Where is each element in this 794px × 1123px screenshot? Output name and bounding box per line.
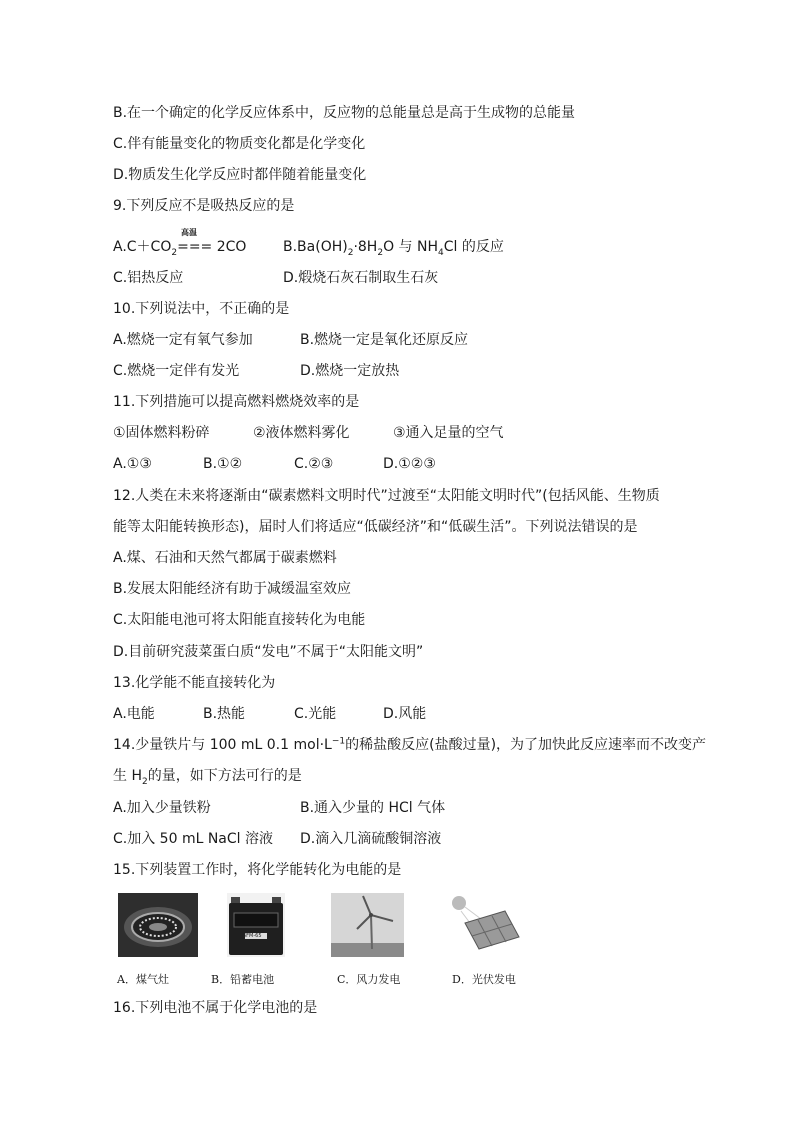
q9-options-row2 — [113, 269, 713, 287]
q12-option-d: D.目前研究菠菜蛋白质“发电”不属于“太阳能文明” — [113, 644, 424, 660]
q9-option-b: $B.Ba(OH)_2\cdot 8H_2O$ 与 $NH_4Cl$ 的反应 — [283, 239, 504, 258]
q14-option-d: D.滴入几滴硫酸铜溶液 — [300, 831, 442, 847]
q11-item-2: ②液体燃料雾化 — [253, 425, 350, 441]
q11-option-c: C.②③ — [294, 456, 334, 472]
q8-option-c: C.伴有能量变化的物质变化都是化学变化 — [113, 136, 366, 152]
q10-options-row1 — [113, 331, 713, 349]
q9-option-c: C.铝热反应 — [113, 270, 184, 286]
q11-option-d: D.①②③ — [383, 456, 436, 472]
q10-option-c: C.燃烧一定伴有发光 — [113, 363, 240, 379]
solar-panel-image — [447, 893, 522, 957]
q14-options-row1 — [113, 799, 713, 817]
q11-items — [113, 424, 713, 442]
lead-acid-battery-image — [227, 893, 285, 957]
q10-option-b: B.燃烧一定是氧化还原反应 — [300, 332, 469, 348]
q13-options — [113, 705, 713, 723]
q11-option-b: B.①② — [203, 456, 243, 472]
q8-option-d: D.物质发生化学反应时都伴随着能量变化 — [113, 167, 367, 183]
q11-item-3: ③通入足量的空气 — [393, 425, 504, 441]
q9-option-d: D.煅烧石灰石制取生石灰 — [283, 270, 439, 286]
q14-option-b: B.通入少量的 HCl 气体 — [300, 800, 446, 816]
battery-label: 6FM-65 — [243, 933, 262, 939]
q9-options-row1 — [113, 228, 713, 258]
wind-turbine-image — [331, 893, 404, 957]
q11-item-1: ①固体燃料粉碎 — [113, 425, 210, 441]
q14-stem-line2: 生 $H_2$的量，如下方法可行的是 — [113, 768, 302, 787]
q10-options-row2 — [113, 362, 713, 380]
gas-stove-image — [118, 893, 198, 957]
q13-option-a: A.电能 — [113, 706, 155, 722]
q14-option-c: C.加入 50 mL NaCl 溶液 — [113, 831, 273, 847]
q13-stem: 13.化学能不能直接转化为 — [113, 675, 276, 691]
q13-option-b: B.热能 — [203, 706, 246, 722]
q8-option-b: B.在一个确定的化学反应体系中，反应物的总能量总是高于生成物的总能量 — [113, 105, 576, 121]
q14-options-row2 — [113, 830, 713, 848]
q13-option-d: D.风能 — [383, 706, 427, 722]
q15-caption-c: C．风力发电 — [337, 973, 401, 986]
q10-option-d: D.燃烧一定放热 — [300, 363, 400, 379]
q12-option-a: A.煤、石油和天然气都属于碳素燃料 — [113, 550, 337, 566]
q12-stem-line2: 能等太阳能转换形态)，届时人们将适应“低碳经济”和“低碳生活”。下列说法错误的是 — [113, 519, 638, 535]
q12-option-c: C.太阳能电池可将太阳能直接转化为电能 — [113, 612, 366, 628]
q11-stem: 11.下列措施可以提高燃料燃烧效率的是 — [113, 394, 360, 410]
q9-stem: 9.下列反应不是吸热反应的是 — [113, 198, 295, 214]
q11-options — [113, 455, 713, 473]
q12-stem-line1: 12.人类在未来将逐渐由“碳素燃料文明时代”过渡至“太阳能文明时代”(包括风能、生物质 — [113, 488, 660, 504]
q14-stem-line1: 14.少量铁片与 100 mL 0.1 $mol\cdot L^{-1}$的稀盐酸反应(盐酸过量)，为了加快此反应速率而不改变产 — [113, 736, 707, 753]
q10-stem: 10.下列说法中，不正确的是 — [113, 301, 290, 317]
q13-option-c: C.光能 — [294, 706, 337, 722]
q12-option-b: B.发展太阳能经济有助于减缓温室效应 — [113, 581, 352, 597]
q10-option-a: A.燃烧一定有氧气参加 — [113, 332, 253, 348]
q16-stem: 16.下列电池不属于化学电池的是 — [113, 1000, 318, 1016]
q9-condition-label: 高温 — [181, 228, 197, 237]
q15-caption-b: B．铅蓄电池 — [211, 973, 275, 986]
q11-option-a: A.①③ — [113, 456, 152, 472]
q15-stem: 15.下列装置工作时，将化学能转化为电能的是 — [113, 862, 402, 878]
q9-option-a: $A.C+CO_2=== 2CO$ — [113, 239, 247, 258]
q15-caption-d: D．光伏发电 — [452, 973, 516, 986]
q15-caption-a: A．煤气灶 — [117, 973, 169, 986]
q14-option-a: A.加入少量铁粉 — [113, 800, 211, 816]
